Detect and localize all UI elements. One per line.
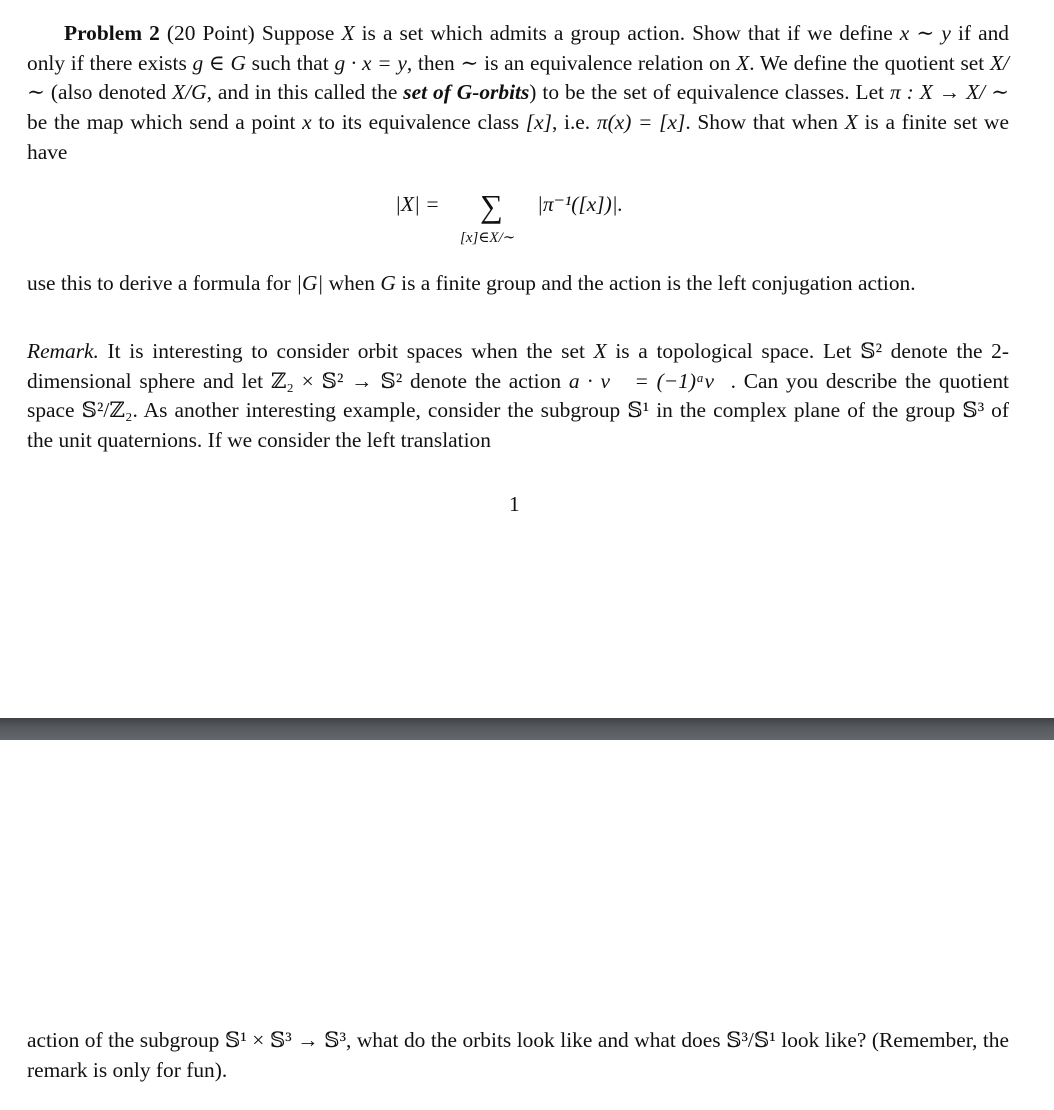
remark-text: is a topological space. Let 𝕊² denote the 2-dimensional sphere and let ℤ₂ × 𝕊² → 𝕊² denote the action xyxy=(27,339,1010,393)
math-inline: π : X → X/ ∼ xyxy=(889,80,1009,105)
problem-text: . We define the quotient set xyxy=(749,50,990,75)
problem-text: is a finite set we have xyxy=(27,110,1009,164)
math-inline: g · x = y xyxy=(334,50,407,75)
math-inline: |G| xyxy=(296,271,324,295)
problem-text: if and only if there exists xyxy=(27,21,1009,75)
math-inline: π(x) = [x] xyxy=(596,110,686,135)
paragraph-text: use this to derive a formula for xyxy=(27,271,297,295)
problem-label: Problem 2 xyxy=(64,21,160,45)
math-inline: X xyxy=(341,21,355,45)
paragraph-text: when xyxy=(323,271,381,295)
remark-text: . Can you describe the quotient space 𝕊²/ℤ₂. As another interesting example, consider the subgroup 𝕊¹ in the complex plane of the group 𝕊³ of the unit quaternions. If we consider the left translation xyxy=(27,368,1009,453)
problem-text: (also denoted xyxy=(44,80,173,105)
problem-text: (20 Point) Suppose xyxy=(159,21,342,45)
math-inline: X xyxy=(593,339,607,363)
math-inline: G xyxy=(380,271,396,295)
problem-text: . Show that when xyxy=(685,110,845,135)
math-inline: [x] xyxy=(525,110,552,135)
formula-summand: |π⁻¹([x])|. xyxy=(537,192,623,216)
formula-lhs: |X| = xyxy=(395,192,440,216)
term-set-of-g-orbits: set of G-orbits xyxy=(403,80,530,105)
remark-paragraph xyxy=(27,337,1009,456)
page-break-divider xyxy=(0,718,1054,740)
problem-text: , and in this called the xyxy=(206,80,404,105)
math-inline: x ∼ y xyxy=(899,21,951,45)
problem-paragraph xyxy=(27,19,1009,168)
continuation-paragraph: action of the subgroup 𝕊¹ × 𝕊³ → 𝕊³, what do the orbits look like and what does 𝕊³/𝕊¹ look like? (Remember, the remark is only for fun). xyxy=(27,1028,1009,1082)
derive-paragraph xyxy=(27,269,1009,299)
problem-text: to its equivalence class xyxy=(311,110,526,135)
math-inline: x xyxy=(302,110,312,135)
problem-text: , i.e. xyxy=(551,110,597,135)
problem-text: , then ∼ is an equivalence relation on xyxy=(406,50,737,75)
remark-label: Remark. xyxy=(27,339,99,363)
problem-text: be the map which send a point xyxy=(27,110,303,135)
display-formula xyxy=(395,188,695,252)
problem-text: ) to be the set of equivalence classes. Let xyxy=(529,80,890,105)
sum-subscript: [x]∈X/∼ xyxy=(460,230,516,246)
math-inline: X/ ∼ xyxy=(27,50,1009,105)
math-inline: X/G xyxy=(172,80,207,105)
problem-text: is a set which admits a group action. Show that if we define xyxy=(354,21,900,45)
problem-text: such that xyxy=(245,50,335,75)
math-inline: a · v⃗ = (−1)ᵃv⃗ xyxy=(568,368,731,393)
page-number: 1 xyxy=(509,492,520,516)
math-inline: g ∈ G xyxy=(192,50,246,75)
math-inline: X xyxy=(736,50,750,75)
remark-text: It is interesting to consider orbit spaces when the set xyxy=(98,339,594,363)
math-inline: X xyxy=(844,110,858,135)
paragraph-text: is a finite group and the action is the left conjugation action. xyxy=(395,271,916,295)
sum-symbol: ∑ xyxy=(480,188,503,224)
